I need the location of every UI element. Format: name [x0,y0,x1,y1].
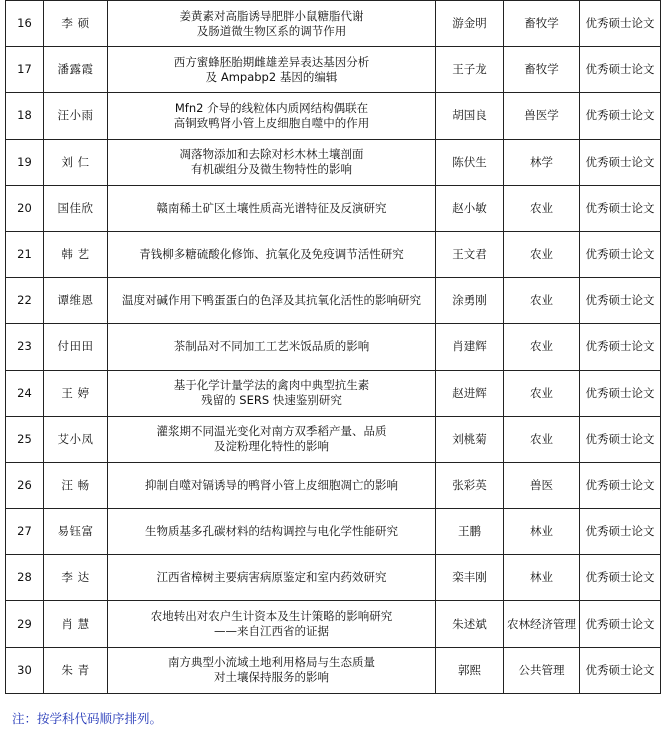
row-number-cell: 24 [6,370,44,416]
award-type-cell: 优秀硕士论文 [580,555,661,601]
award-type-cell: 优秀硕士论文 [580,601,661,647]
major-cell: 公共管理 [504,647,580,693]
row-number-cell: 16 [6,1,44,47]
award-type-cell: 优秀硕士论文 [580,416,661,462]
supervisor-cell: 陈伏生 [436,139,504,185]
thesis-title-line-2: ——来自江西省的证据 [214,624,329,639]
major-cell: 农业 [504,324,580,370]
student-name-cell: 王 婷 [44,370,108,416]
student-name-cell: 李 达 [44,555,108,601]
table-row [6,47,661,93]
student-name-cell: 肖 慧 [44,601,108,647]
thesis-title-cell [108,462,436,508]
major-cell: 畜牧学 [504,47,580,93]
student-name-cell: 谭维恩 [44,278,108,324]
major-cell: 林业 [504,555,580,601]
thesis-title-cell [108,93,436,139]
table-row [6,647,661,693]
thesis-title-line-1: 生物质基多孔碳材料的结构调控与电化学性能研究 [145,524,398,539]
row-number-cell: 26 [6,462,44,508]
row-number-cell: 20 [6,185,44,231]
row-number-cell: 25 [6,416,44,462]
student-name-cell: 潘露霞 [44,47,108,93]
supervisor-cell: 张彩英 [436,462,504,508]
student-name-cell: 刘 仁 [44,139,108,185]
table-row [6,278,661,324]
award-type-cell: 优秀硕士论文 [580,139,661,185]
award-type-cell: 优秀硕士论文 [580,509,661,555]
thesis-title-line-2: 及肠道微生物区系的调节作用 [196,23,347,38]
thesis-title-cell [108,647,436,693]
table-row [6,1,661,47]
table-row [6,601,661,647]
thesis-title-line-1: 赣南稀土矿区土壤性质高光谱特征及反演研究 [156,200,387,215]
major-cell: 农业 [504,231,580,277]
thesis-title-line-1: 姜黄素对高脂诱导肥胖小鼠糖脂代谢 [179,8,364,23]
table-row [6,416,661,462]
thesis-title-line-1: Mfn2 介导的线粒体内质网结构偶联在 [174,100,369,115]
supervisor-cell: 游金明 [436,1,504,47]
thesis-title-cell [108,555,436,601]
supervisor-cell: 肖建辉 [436,324,504,370]
row-number-cell: 30 [6,647,44,693]
student-name-cell: 韩 艺 [44,231,108,277]
award-type-cell: 优秀硕士论文 [580,647,661,693]
supervisor-cell: 涂勇刚 [436,278,504,324]
thesis-title-line-1: 西方蜜蜂胚胎期雌雄差异表达基因分析 [173,54,370,69]
student-name-cell: 李 硕 [44,1,108,47]
row-number-cell: 28 [6,555,44,601]
thesis-title-line-2: 有机碳组分及微生物特性的影响 [191,162,352,177]
thesis-title-line-1: 青钱柳多糖硫酸化修饰、抗氧化及免疫调节活性研究 [139,247,404,262]
row-number-cell: 21 [6,231,44,277]
supervisor-cell: 赵小敏 [436,185,504,231]
supervisor-cell: 栾丰刚 [436,555,504,601]
major-cell: 畜牧学 [504,1,580,47]
award-type-cell: 优秀硕士论文 [580,93,661,139]
major-cell: 林业 [504,509,580,555]
thesis-title-cell [108,370,436,416]
row-number-cell: 18 [6,93,44,139]
row-number-cell: 27 [6,509,44,555]
awards-table-body [6,1,661,694]
thesis-title-line-2: 残留的 SERS 快速鉴别研究 [201,393,342,408]
thesis-title-cell [108,47,436,93]
thesis-title-line-1: 南方典型小流域土地利用格局与生态质量 [168,655,375,670]
student-name-cell: 艾小凤 [44,416,108,462]
thesis-title-cell [108,509,436,555]
thesis-title-line-2: 及 Ampabp2 基因的编辑 [205,69,338,84]
table-row [6,231,661,277]
award-type-cell: 优秀硕士论文 [580,231,661,277]
major-cell: 林学 [504,139,580,185]
major-cell: 农业 [504,185,580,231]
award-type-cell: 优秀硕士论文 [580,324,661,370]
thesis-title-line-1: 灌浆期不同温光变化对南方双季稻产量、品质 [156,424,387,439]
table-row [6,462,661,508]
footnote: 注：按学科代码顺序排列。 [12,711,163,726]
thesis-title-line-1: 凋落物添加和去除对杉木林土壤剖面 [179,147,364,162]
supervisor-cell: 胡国良 [436,93,504,139]
supervisor-cell: 王文君 [436,231,504,277]
thesis-title-cell [108,139,436,185]
student-name-cell: 易钰富 [44,509,108,555]
thesis-title-cell [108,416,436,462]
table-row [6,370,661,416]
supervisor-cell: 郭熙 [436,647,504,693]
table-row [6,93,661,139]
thesis-title-line-1: 农地转出对农户生计资本及生计策略的影响研究 [150,609,393,624]
award-type-cell: 优秀硕士论文 [580,185,661,231]
row-number-cell: 29 [6,601,44,647]
thesis-title-line-1: 抑制自噬对镉诱导的鸭肾小管上皮细胞凋亡的影响 [145,477,398,492]
thesis-title-line-1: 温度对碱作用下鸭蛋蛋白的色泽及其抗氧化活性的影响研究 [122,293,421,308]
table-row [6,185,661,231]
supervisor-cell: 赵进辉 [436,370,504,416]
thesis-title-line-2: 对土壤保持服务的影响 [214,670,329,685]
award-type-cell: 优秀硕士论文 [580,370,661,416]
student-name-cell: 汪 畅 [44,462,108,508]
student-name-cell: 朱 青 [44,647,108,693]
thesis-title-cell [108,185,436,231]
student-name-cell: 国佳欣 [44,185,108,231]
student-name-cell: 付田田 [44,324,108,370]
supervisor-cell: 朱述斌 [436,601,504,647]
table-row [6,509,661,555]
thesis-title-cell [108,601,436,647]
table-row [6,139,661,185]
major-cell: 兽医 [504,462,580,508]
thesis-title-line-1: 茶制品对不同加工工艺米饭品质的影响 [173,339,370,354]
thesis-title-cell [108,231,436,277]
supervisor-cell: 王子龙 [436,47,504,93]
thesis-title-cell [108,278,436,324]
major-cell: 农业 [504,416,580,462]
row-number-cell: 22 [6,278,44,324]
table-row [6,555,661,601]
award-type-cell: 优秀硕士论文 [580,278,661,324]
thesis-title-cell [108,324,436,370]
row-number-cell: 19 [6,139,44,185]
thesis-title-line-2: 及淀粉理化特性的影响 [214,439,329,454]
thesis-title-cell [108,1,436,47]
major-cell: 农林经济管理 [504,601,580,647]
thesis-title-line-2: 高铜致鸭肾小管上皮细胞自噬中的作用 [173,115,370,130]
student-name-cell: 汪小雨 [44,93,108,139]
award-type-cell: 优秀硕士论文 [580,462,661,508]
major-cell: 兽医学 [504,93,580,139]
row-number-cell: 17 [6,47,44,93]
supervisor-cell: 王鹏 [436,509,504,555]
award-type-cell: 优秀硕士论文 [580,1,661,47]
award-type-cell: 优秀硕士论文 [580,47,661,93]
table-row [6,324,661,370]
thesis-title-line-1: 江西省樟树主要病害病原鉴定和室内药效研究 [156,570,387,585]
awards-table [5,0,661,694]
row-number-cell: 23 [6,324,44,370]
thesis-title-line-1: 基于化学计量学法的禽肉中典型抗生素 [173,378,370,393]
supervisor-cell: 刘桃菊 [436,416,504,462]
major-cell: 农业 [504,370,580,416]
major-cell: 农业 [504,278,580,324]
